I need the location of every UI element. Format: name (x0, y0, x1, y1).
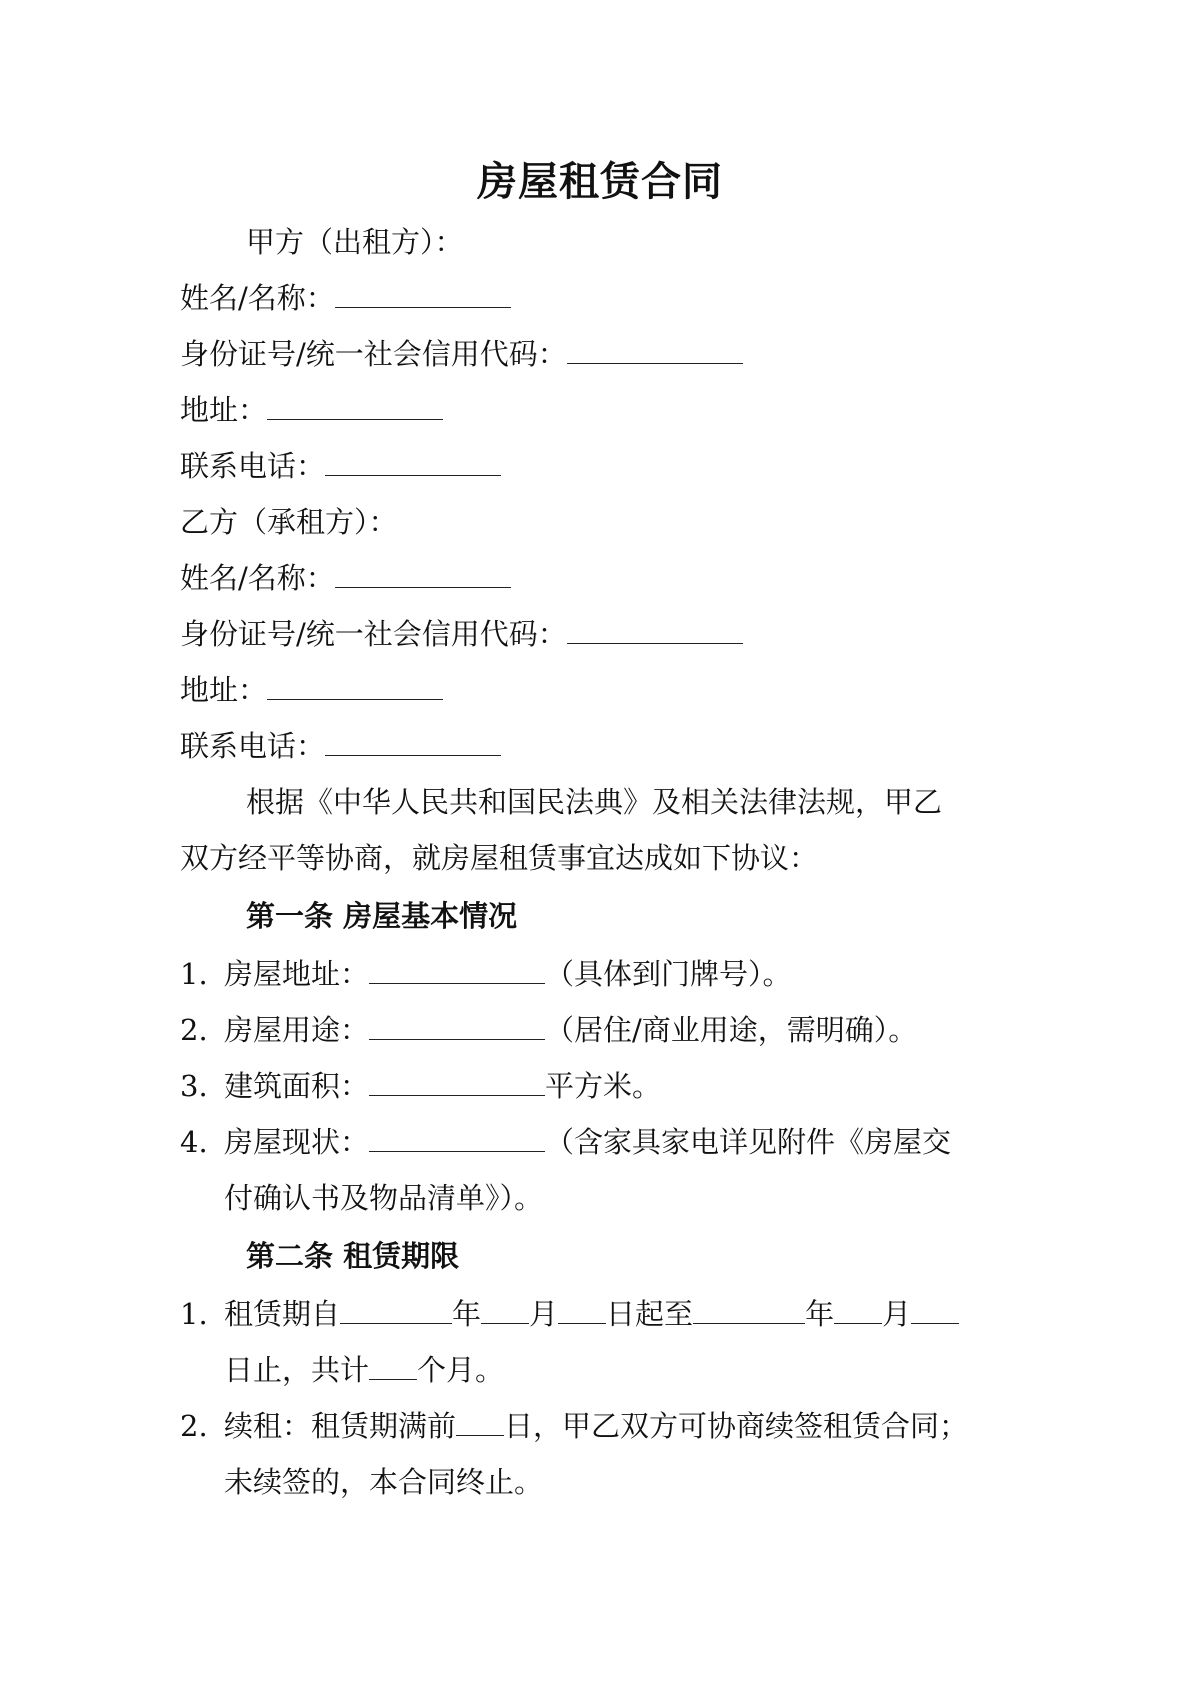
text-segment: 月 (882, 1297, 912, 1331)
article-1-heading: 第一条 房屋基本情况 (246, 899, 518, 933)
item-suffix: （含家具家电详见附件《房屋交 (545, 1125, 952, 1159)
item-label: 房屋现状： (224, 1125, 370, 1159)
party-a-name-line (180, 270, 1020, 326)
item-label: 房屋用途： (224, 1013, 370, 1047)
renewal-days-blank[interactable] (456, 1409, 504, 1436)
contract-body (180, 150, 1020, 1510)
party-a-name-label: 姓名/名称： (180, 281, 335, 315)
item-number: 1. (180, 957, 208, 991)
party-a-heading: 甲方（出租方）： (246, 225, 464, 259)
start-month-blank[interactable] (481, 1297, 529, 1324)
party-a-address-line (180, 382, 1020, 438)
item-number: 2. (180, 1013, 208, 1047)
end-day-blank[interactable] (911, 1297, 959, 1324)
start-day-blank[interactable] (558, 1297, 606, 1324)
item-suffix: （具体到门牌号）。 (545, 957, 792, 991)
item-number: 1. (180, 1297, 208, 1331)
text-segment: 日止，共计 (224, 1353, 370, 1387)
party-b-name-line (180, 550, 1020, 606)
text-segment: 日起至 (606, 1297, 694, 1331)
party-a-phone-blank[interactable] (325, 449, 501, 476)
article-2-item-1 (180, 1286, 1020, 1398)
text-segment: 月 (529, 1297, 559, 1331)
item-text (224, 946, 1020, 1002)
party-b-name-label: 姓名/名称： (180, 561, 335, 595)
text-segment: 年 (452, 1297, 482, 1331)
text-segment: 续租：租赁期满前 (224, 1409, 457, 1443)
party-a-address-blank[interactable] (267, 393, 443, 420)
article-1-item-1 (180, 946, 1020, 1002)
item-number: 4. (180, 1125, 208, 1159)
house-address-blank[interactable] (369, 957, 545, 984)
party-b-heading: 乙方（承租方）： (180, 505, 398, 539)
party-b-phone-line (180, 718, 1020, 774)
item-number: 2. (180, 1409, 208, 1443)
article-2-heading: 第二条 租赁期限 (246, 1239, 460, 1273)
item-suffix: （居住/商业用途，需明确）。 (545, 1013, 918, 1047)
house-usage-blank[interactable] (369, 1013, 545, 1040)
house-condition-blank[interactable] (369, 1125, 545, 1152)
party-b-id-blank[interactable] (567, 617, 743, 644)
item-text (224, 1058, 1020, 1114)
item-text (224, 1002, 1020, 1058)
item-text (224, 1286, 1020, 1398)
end-month-blank[interactable] (834, 1297, 882, 1324)
party-a-id-blank[interactable] (567, 337, 743, 364)
total-months-blank[interactable] (369, 1353, 417, 1380)
preamble-line-1: 根据《中华人民共和国民法典》及相关法律法规，甲乙 (246, 785, 943, 819)
party-b-address-label: 地址： (180, 673, 268, 707)
text-segment: 日，甲乙双方可协商续签租赁合同； (504, 1409, 969, 1443)
party-b-id-label: 身份证号/统一社会信用代码： (180, 617, 567, 651)
party-b-address-blank[interactable] (267, 673, 443, 700)
item-continuation: 未续签的，本合同终止。 (224, 1465, 544, 1499)
party-b-id-line (180, 606, 1020, 662)
article-2-item-2 (180, 1398, 1020, 1510)
item-text (224, 1398, 1020, 1510)
item-number: 3. (180, 1069, 208, 1103)
item-continuation: 付确认书及物品清单》）。 (224, 1181, 544, 1215)
document-title: 房屋租赁合同 (477, 159, 723, 205)
party-b-address-line (180, 662, 1020, 718)
party-a-name-blank[interactable] (335, 281, 511, 308)
party-a-address-label: 地址： (180, 393, 268, 427)
start-year-blank[interactable] (340, 1297, 452, 1324)
text-segment: 年 (805, 1297, 835, 1331)
party-b-phone-label: 联系电话： (180, 729, 326, 763)
article-1-item-4 (180, 1114, 1020, 1226)
end-year-blank[interactable] (693, 1297, 805, 1324)
party-b-name-blank[interactable] (335, 561, 511, 588)
preamble-line-2: 双方经平等协商，就房屋租赁事宜达成如下协议： (180, 841, 819, 875)
article-1-item-2 (180, 1002, 1020, 1058)
party-a-id-line (180, 326, 1020, 382)
item-text (224, 1114, 1020, 1226)
party-a-id-label: 身份证号/统一社会信用代码： (180, 337, 567, 371)
item-suffix: 平方米。 (545, 1069, 662, 1103)
item-label: 建筑面积： (224, 1069, 370, 1103)
building-area-blank[interactable] (369, 1069, 545, 1096)
text-segment: 租赁期自 (224, 1297, 341, 1331)
text-segment: 个月。 (417, 1353, 505, 1387)
party-a-phone-label: 联系电话： (180, 449, 326, 483)
item-label: 房屋地址： (224, 957, 370, 991)
article-1-item-3 (180, 1058, 1020, 1114)
party-a-phone-line (180, 438, 1020, 494)
party-b-phone-blank[interactable] (325, 729, 501, 756)
